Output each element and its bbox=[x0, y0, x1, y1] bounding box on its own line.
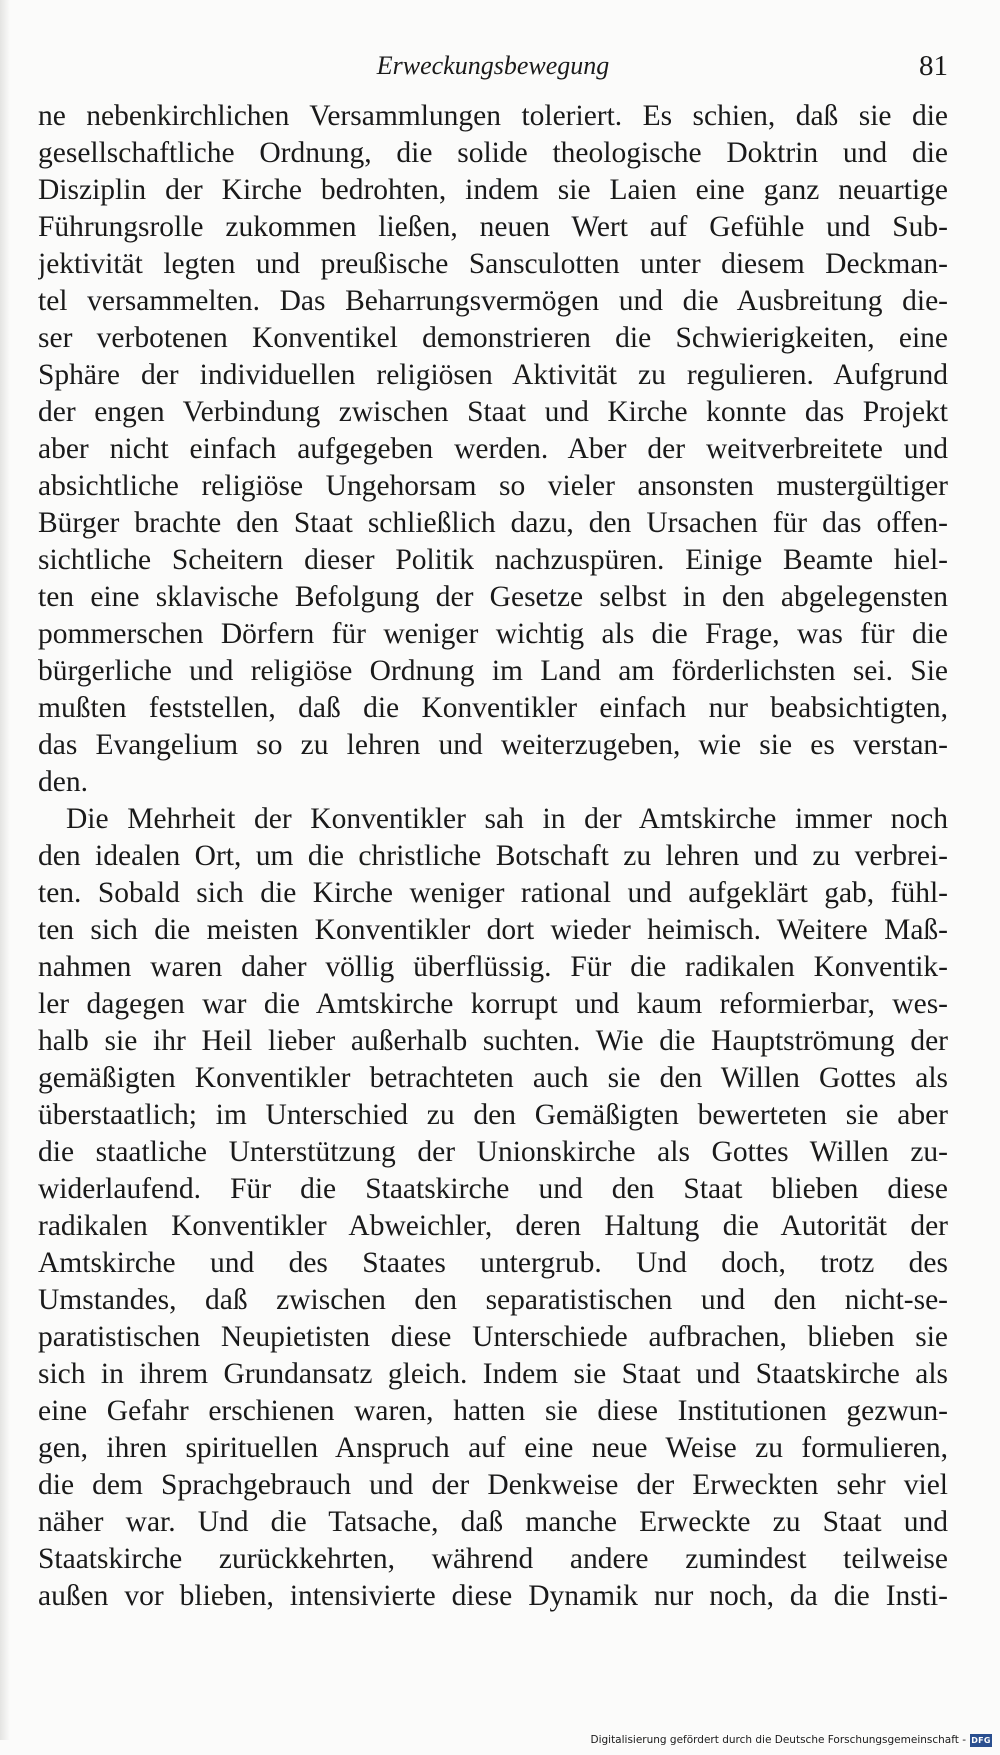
paragraph-2 bbox=[38, 801, 948, 1615]
text-line: halb sie ihr Heil lieber außerhalb suchten. Wie die Hauptströmung der bbox=[38, 1025, 948, 1057]
text-line: näher war. Und die Tatsache, daß manche Erweckte zu Staat und bbox=[38, 1506, 948, 1538]
text-line: außen vor blieben, intensivierte diese Dynamik nur noch, da die Insti- bbox=[38, 1580, 948, 1612]
text-line: nahmen waren daher völlig überflüssig. Für die radikalen Konventik- bbox=[38, 951, 948, 983]
text-line: den idealen Ort, um die christliche Botschaft zu lehren und zu verbrei- bbox=[38, 840, 948, 872]
text-line: Sphäre der individuellen religiösen Aktivität zu regulieren. Aufgrund bbox=[38, 359, 948, 391]
paragraph-1 bbox=[38, 98, 948, 801]
running-header-title: Erweckungsbewegung bbox=[376, 51, 610, 80]
text-line: den. bbox=[38, 766, 88, 798]
scan-edge-shadow bbox=[0, 0, 10, 1740]
text-line: eine Gefahr erschienen waren, hatten sie diese Institutionen gezwun- bbox=[38, 1395, 948, 1427]
text-line: Bürger brachte den Staat schließlich dazu, den Ursachen für das offen- bbox=[38, 507, 948, 539]
page-number: 81 bbox=[919, 50, 948, 82]
text-line: ser verbotenen Konventikel demonstrieren die Schwierigkeiten, eine bbox=[38, 322, 948, 354]
text-line: widerlaufend. Für die Staatskirche und den Staat blieben diese bbox=[38, 1173, 948, 1205]
text-line: gemäßigten Konventikler betrachteten auch sie den Willen Gottes als bbox=[38, 1062, 948, 1094]
text-line: der engen Verbindung zwischen Staat und Kirche konnte das Projekt bbox=[38, 396, 948, 428]
text-line: Amtskirche und des Staates untergrub. Und doch, trotz des bbox=[38, 1247, 948, 1279]
text-line: Die Mehrheit der Konventikler sah in der Amtskirche immer noch bbox=[66, 803, 948, 835]
text-line: Disziplin der Kirche bedrohten, indem sie Laien eine ganz neuartige bbox=[38, 174, 948, 206]
text-line: radikalen Konventikler Abweichler, deren Haltung die Autorität der bbox=[38, 1210, 948, 1242]
body-text bbox=[38, 98, 948, 1615]
text-line: bürgerliche und religiöse Ordnung im Land am förderlichsten sei. Sie bbox=[38, 655, 948, 687]
text-line: ten sich die meisten Konventikler dort wieder heimisch. Weitere Maß- bbox=[38, 914, 948, 946]
text-line: gen, ihren spirituellen Anspruch auf eine neue Weise zu formulieren, bbox=[38, 1432, 948, 1464]
text-line: das Evangelium so zu lehren und weiterzugeben, wie sie es verstan- bbox=[38, 729, 948, 761]
text-line: absichtliche religiöse Ungehorsam so vieler ansonsten mustergültiger bbox=[38, 470, 948, 502]
digitization-footer bbox=[590, 1731, 992, 1749]
text-line: pommerschen Dörfern für weniger wichtig als die Frage, was für die bbox=[38, 618, 948, 650]
text-line: die dem Sprachgebrauch und der Denkweise der Erweckten sehr viel bbox=[38, 1469, 948, 1501]
digitization-note: Digitalisierung gefördert durch die Deutsche Forschungsgemeinschaft - bbox=[590, 1734, 966, 1746]
text-line: überstaatlich; im Unterschied zu den Gemäßigten bewerteten sie aber bbox=[38, 1099, 948, 1131]
text-line: die staatliche Unterstützung der Unionskirche als Gottes Willen zu- bbox=[38, 1136, 948, 1168]
text-line: ler dagegen war die Amtskirche korrupt und kaum reformierbar, wes- bbox=[38, 988, 948, 1020]
dfg-logo-icon: DFG bbox=[971, 1735, 991, 1745]
text-line: ne nebenkirchlichen Versammlungen toleriert. Es schien, daß sie die bbox=[38, 100, 948, 132]
text-line: jektivität legten und preußische Sansculotten unter diesem Deckman- bbox=[38, 248, 948, 280]
text-line: sich in ihrem Grundansatz gleich. Indem sie Staat und Staatskirche als bbox=[38, 1358, 948, 1390]
text-line: mußten feststellen, daß die Konventikler einfach nur beabsichtigten, bbox=[38, 692, 948, 724]
text-line: Umstandes, daß zwischen den separatistischen und den nicht-se- bbox=[38, 1284, 948, 1316]
text-line: sichtliche Scheitern dieser Politik nachzuspüren. Einige Beamte hiel- bbox=[38, 544, 948, 576]
text-line: gesellschaftliche Ordnung, die solide theologische Doktrin und die bbox=[38, 137, 948, 169]
text-line: paratistischen Neupietisten diese Unterschiede aufbrachen, blieben sie bbox=[38, 1321, 948, 1353]
text-line: ten eine sklavische Befolgung der Gesetze selbst in den abgelegensten bbox=[38, 581, 948, 613]
text-line: ten. Sobald sich die Kirche weniger rational und aufgeklärt gab, fühl- bbox=[38, 877, 948, 909]
text-line: tel versammelten. Das Beharrungsvermögen und die Ausbreitung die- bbox=[38, 285, 948, 317]
text-line: Staatskirche zurückkehrten, während andere zumindest teilweise bbox=[38, 1543, 948, 1575]
running-header bbox=[38, 46, 948, 86]
text-line: Führungsrolle zukommen ließen, neuen Wert auf Gefühle und Sub- bbox=[38, 211, 948, 243]
text-line: aber nicht einfach aufgegeben werden. Aber der weitverbreitete und bbox=[38, 433, 948, 465]
